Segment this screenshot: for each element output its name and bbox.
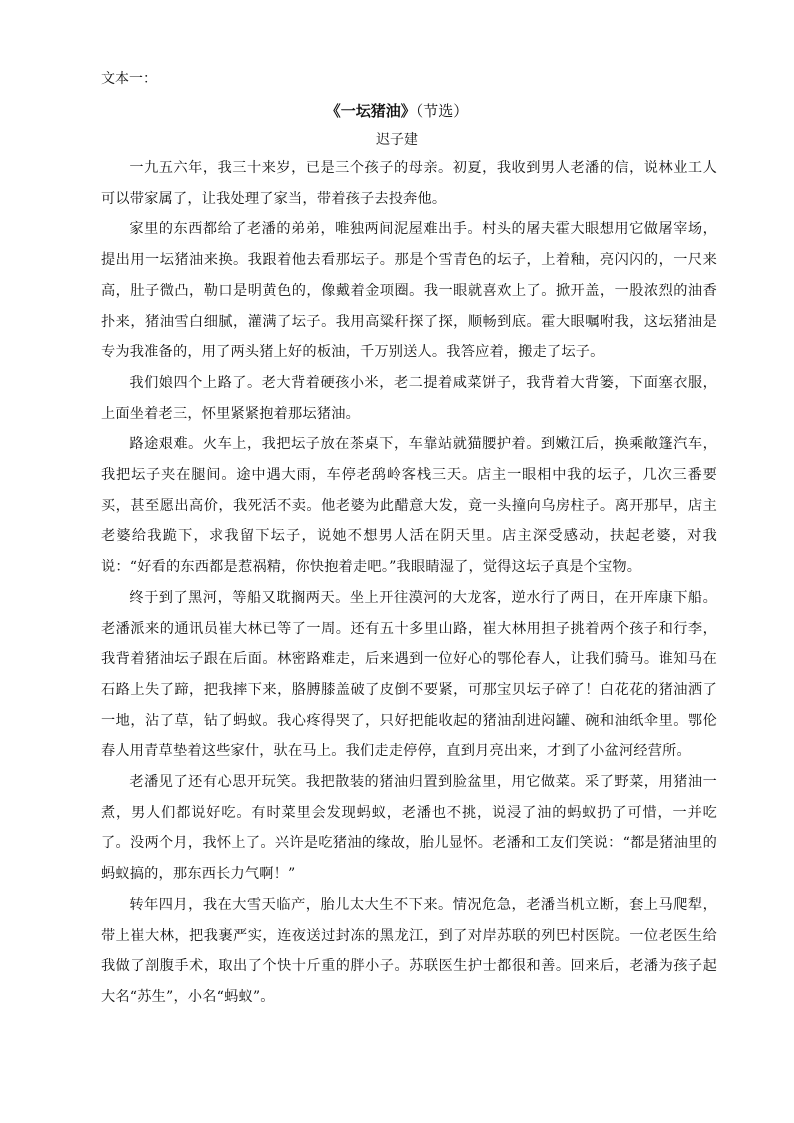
paragraph: 老潘见了还有心思开玩笑。我把散装的猪油归置到脸盆里，用它做菜。采了野菜，用猪油一煮，男人们都说好吃。有时菜里会发现蚂蚁，老潘也不挑，说浸了油的蚂蚁扔了可惜，一并吃了。没两个月，我怀上了。兴许是吃猪油的缘故，胎儿显怀。老潘和工友们笑说：“都是猪油里的蚂蚁搞的，那东西长力气啊！” <box>101 774 717 883</box>
article-title-note: （节选） <box>415 102 469 120</box>
paragraph: 路途艰难。火车上，我把坛子放在茶桌下，车靠站就猫腰护着。到嫩江后，换乘敞篷汽车，我把坛子夹在腿间。途中遇大雨，车停老鸹岭客栈三天。店主一眼相中我的坛子，几次三番要买，甚至愿出高价，我死活不卖。他老婆为此醋意大发，竟一头撞向乌房柱子。离开那早，店主老婆给我跪下，求我留下坛子，说她不想男人活在阴天里。店主深受感动，扶起老婆，对我说：“好看的东西都是惹祸精，你快抱着走吧。”我眼睛湿了，觉得这坛子真是个宝物。 <box>101 436 717 576</box>
paragraph: 转年四月，我在大雪天临产，胎儿太大生不下来。情况危急，老潘当机立断，套上马爬犁，带上崔大林，把我裹严实，连夜送过封冻的黑龙江，到了对岸苏联的列巴村医院。一位老医生给我做了剖腹手术，取出了个快十斤重的胖小子。苏联医生护士都很和善。回来后，老潘为孩子起大名“苏生”，小名“蚂蚁”。 <box>101 896 717 1005</box>
paragraph: 终于到了黑河，等船又耽搁两天。坐上开往漠河的大龙客，逆水行了两日，在开库康下船。老潘派来的通讯员崔大林已等了一周。还有五十多里山路，崔大林用担子挑着两个孩子和行李，我背着猪油坛子跟在后面。林密路难走，后来遇到一位好心的鄂伦春人，让我们骑马。谁知马在石路上失了蹄，把我摔下来，胳膊膝盖破了皮倒不要紧，可那宝贝坛子碎了！白花花的猪油洒了一地，沾了草，钻了蚂蚁。我心疼得哭了，只好把能收起的猪油刮进闷罐、碗和油纸伞里。鄂伦春人用青草垫着这些家什，驮在马上。我们走走停停，直到月亮出来，才到了小盆河经营所。 <box>101 589 717 760</box>
paragraph: 我们娘四个上路了。老大背着硬孩小米，老二提着咸菜饼子，我背着大背篓，下面塞衣服，上面坐着老三，怀里紧紧抱着那坛猪油。 <box>101 374 717 422</box>
article-title <box>0 99 794 123</box>
text-label: 文本一： <box>101 71 157 87</box>
paragraph: 一九五六年，我三十来岁，已是三个孩子的母亲。初夏，我收到男人老潘的信，说林业工人可以带家属了，让我处理了家当，带着孩子去投奔他。 <box>101 160 717 207</box>
article-author: 迟子建 <box>376 132 418 148</box>
paragraph: 家里的东西都给了老潘的弟弟，唯独两间泥屋难出手。村头的屠夫霍大眼想用它做屠宰场，提出用一坛猪油来换。我跟着他去看那坛子。那是个雪青色的坛子，上着釉，亮闪闪的，一尺来高，肚子微凸，勒口是明黄色的，像戴着金项圈。我一眼就喜欢上了。掀开盖，一股浓烈的油香扑来，猪油雪白细腻，灌满了坛子。我用高粱秆探了探，顺畅到底。霍大眼嘱咐我，这坛猪油是专为我准备的，用了两头猪上好的板油，千万别送人。我答应着，搬走了坛子。 <box>101 221 717 361</box>
article-title-main: 《一坛猪油》 <box>325 102 416 120</box>
article-body <box>101 153 717 1013</box>
